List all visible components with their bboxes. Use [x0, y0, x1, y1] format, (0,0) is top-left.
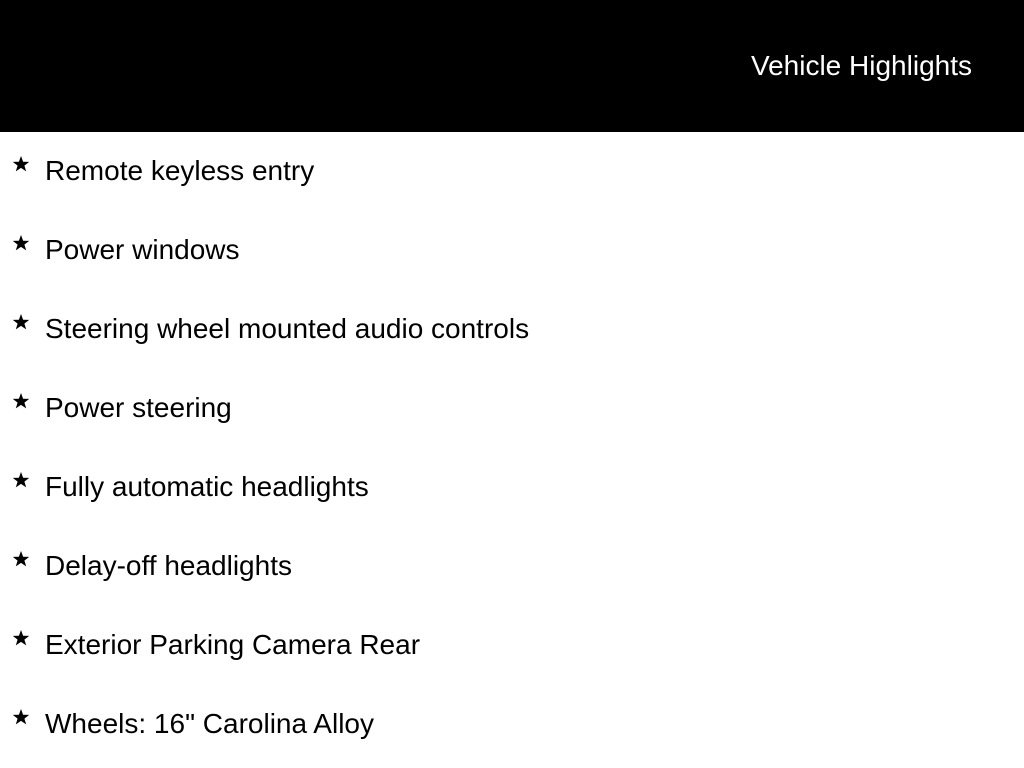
list-item — [0, 606, 1024, 685]
list-item-label: Wheels: 16" Carolina Alloy — [45, 708, 374, 739]
list-item — [0, 290, 1024, 369]
star-icon — [11, 312, 31, 332]
header-bar — [0, 0, 1024, 132]
list-item — [0, 369, 1024, 448]
star-icon — [11, 470, 31, 490]
page-title: Vehicle Highlights — [750, 50, 972, 81]
star-icon — [11, 233, 31, 253]
list-item-label: Exterior Parking Camera Rear — [45, 629, 421, 660]
list-item — [0, 527, 1024, 606]
list-item — [0, 448, 1024, 527]
star-icon — [11, 707, 31, 727]
star-icon — [11, 549, 31, 569]
list-item-label: Fully automatic headlights — [45, 471, 369, 502]
list-item — [0, 685, 1024, 764]
list-item-label: Power windows — [45, 234, 240, 265]
highlights-list — [0, 132, 1024, 764]
list-item-label: Power steering — [45, 392, 232, 423]
star-icon — [11, 628, 31, 648]
list-item — [0, 132, 1024, 211]
star-icon — [11, 154, 31, 174]
star-icon — [11, 391, 31, 411]
list-item-label: Delay-off headlights — [45, 550, 292, 581]
list-item-label: Steering wheel mounted audio controls — [45, 313, 530, 344]
list-item-label: Remote keyless entry — [45, 155, 315, 186]
list-item — [0, 211, 1024, 290]
